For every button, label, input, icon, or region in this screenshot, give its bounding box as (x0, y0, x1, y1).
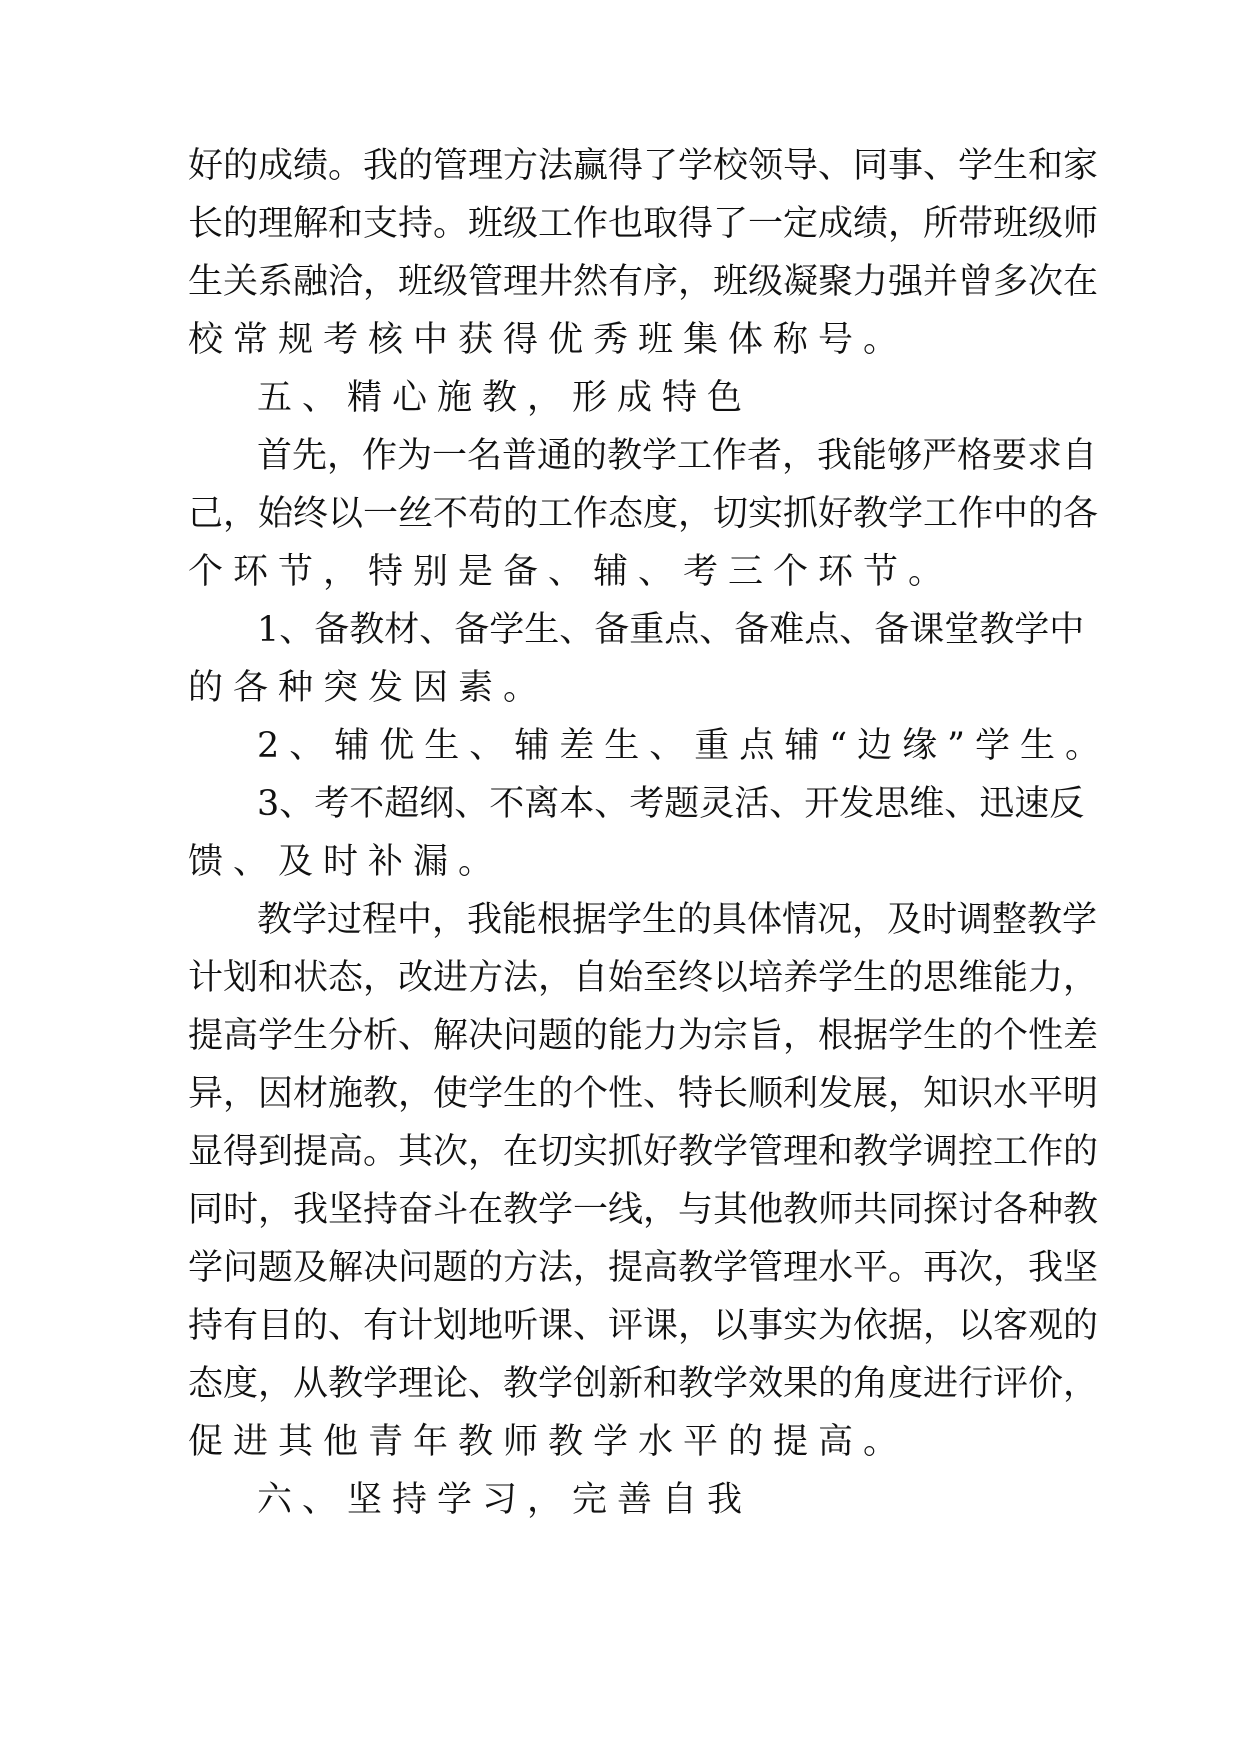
text-line-content: 提高学生分析、解决问题的能力为宗旨，根据学生的个性差 (188, 1016, 1099, 1056)
section-heading-text: 五、精心施教，形成特色 (257, 378, 753, 418)
text-line-content: 生关系融洽，班级管理井然有序，班级凝聚力强并曾多次在 (188, 262, 1099, 302)
text-line-content: 己，始终以一丝不苟的工作态度，切实抓好教学工作中的各 (188, 494, 1099, 534)
text-line-content: 态度，从教学理论、教学创新和教学效果的角度进行评价， (188, 1364, 1099, 1404)
text-line-content: 显得到提高。其次，在切实抓好教学管理和教学调控工作的 (188, 1132, 1099, 1172)
text-line (0, 252, 1241, 312)
text-line (0, 890, 1241, 950)
text-line-content: 计划和状态，改进方法，自始至终以培养学生的思维能力， (188, 958, 1099, 998)
text-line (0, 1296, 1241, 1356)
text-line-content: 个环节，特别是备、辅、考三个环节。 (188, 552, 954, 592)
text-line-content: 持有目的、有计划地听课、评课，以事实为依据，以客观的 (188, 1306, 1099, 1346)
text-line-content: 首先，作为一名普通的教学工作者，我能够严格要求自 (257, 436, 1098, 476)
text-line (0, 194, 1241, 254)
list-item (0, 716, 1241, 776)
text-line (0, 1238, 1241, 1298)
text-line-content: 长的理解和支持。班级工作也取得了一定成绩，所带班级师 (188, 204, 1099, 244)
text-line-content: 2、辅优生、辅差生、重点辅“边缘”学生。 (257, 726, 1111, 766)
text-line (0, 948, 1241, 1008)
text-line (0, 136, 1241, 196)
text-line-content: 的各种突发因素。 (188, 668, 549, 708)
section-heading-text: 六、坚持学习，完善自我 (257, 1480, 753, 1520)
text-line-content: 好的成绩。我的管理方法赢得了学校领导、同事、学生和家 (188, 146, 1099, 186)
text-line-content: 馈、及时补漏。 (188, 842, 504, 882)
text-line (0, 832, 1241, 892)
text-line (0, 1006, 1241, 1066)
text-line-content: 教学过程中，我能根据学生的具体情况，及时调整教学 (257, 900, 1098, 940)
text-line (0, 426, 1241, 486)
text-line-content: 异，因材施教，使学生的个性、特长顺利发展，知识水平明 (188, 1074, 1099, 1114)
section-heading (0, 1470, 1241, 1530)
text-line-content: 同时，我坚持奋斗在教学一线，与其他教师共同探讨各种教 (188, 1190, 1099, 1230)
text-line (0, 1412, 1241, 1472)
text-line-content: 促进其他青年教师教学水平的提高。 (188, 1422, 909, 1462)
text-line (0, 658, 1241, 718)
text-line (0, 1354, 1241, 1414)
text-line (0, 1064, 1241, 1124)
list-item (0, 600, 1241, 660)
text-line-content: 学问题及解决问题的方法，提高教学管理水平。再次，我坚 (188, 1248, 1099, 1288)
text-line (0, 1122, 1241, 1182)
text-line-content: 1、备教材、备学生、备重点、备难点、备课堂教学中 (257, 610, 1085, 650)
text-line-content: 校常规考核中获得优秀班集体称号。 (188, 320, 909, 360)
list-item (0, 774, 1241, 834)
text-line (0, 310, 1241, 370)
text-line-content: 3、考不超纲、不离本、考题灵活、开发思维、迅速反 (257, 784, 1085, 824)
text-line (0, 484, 1241, 544)
text-line (0, 1180, 1241, 1240)
section-heading (0, 368, 1241, 428)
text-line (0, 542, 1241, 602)
